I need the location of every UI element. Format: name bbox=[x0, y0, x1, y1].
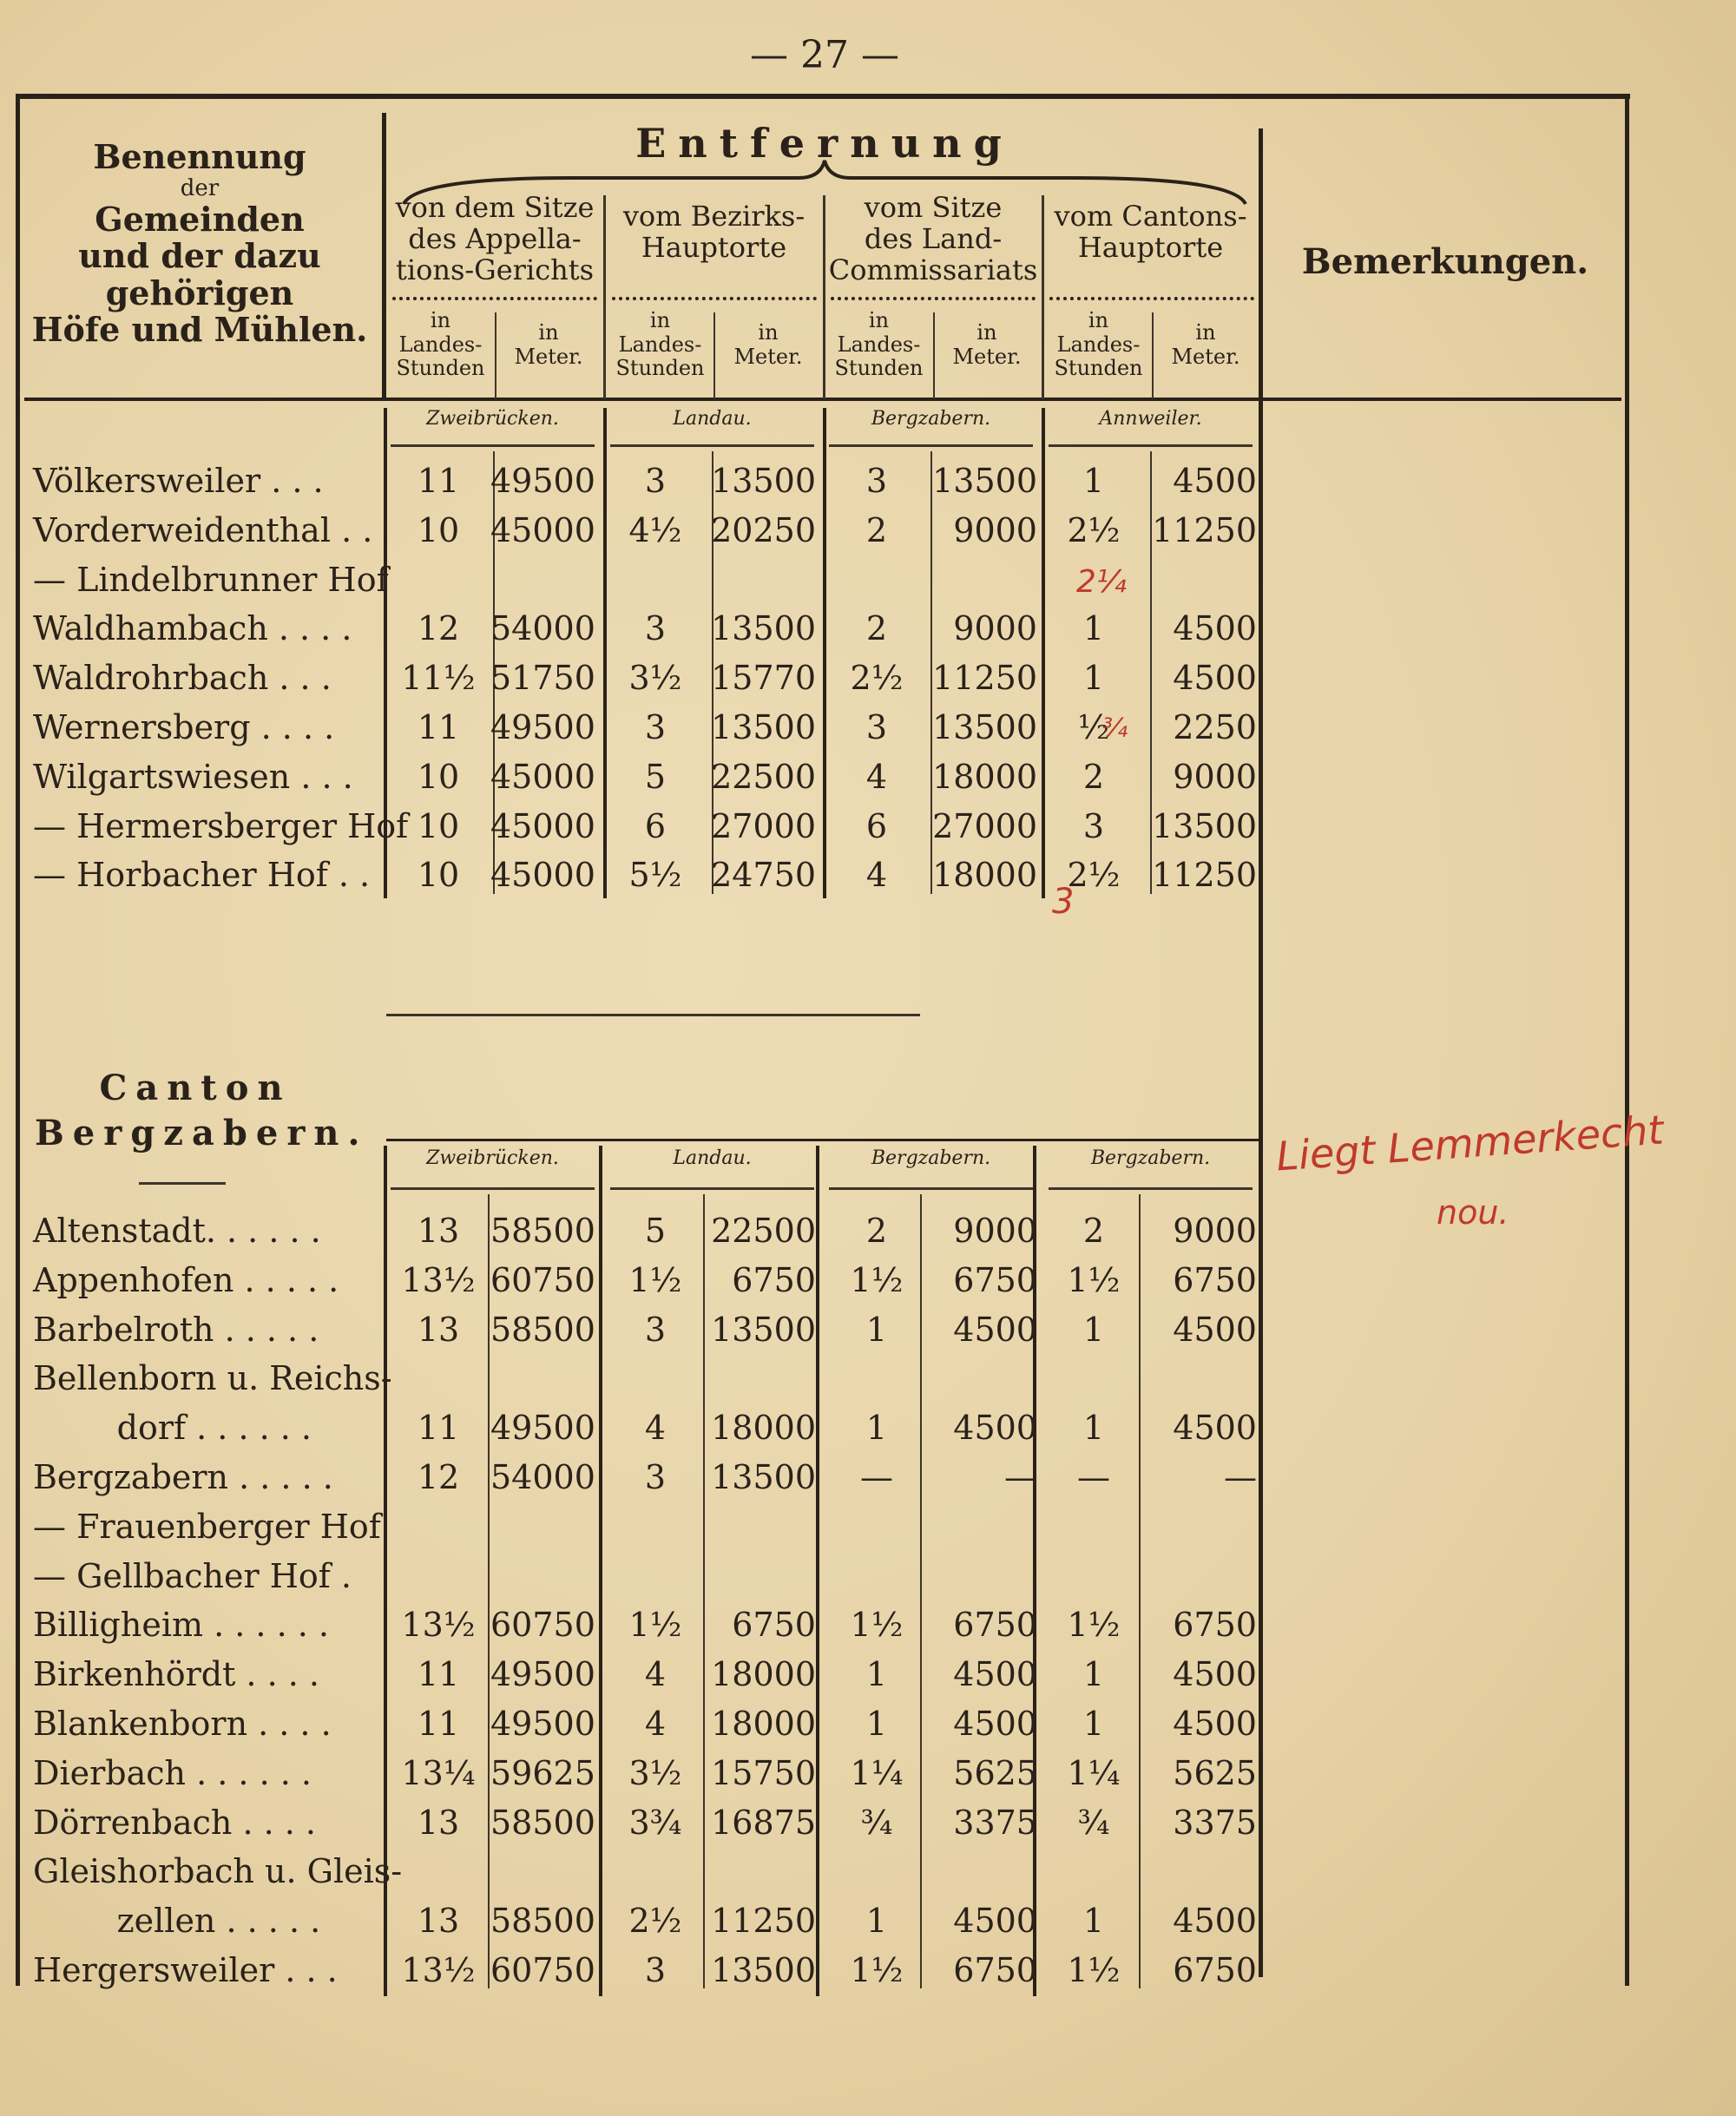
distance-cell: 49500 bbox=[490, 1705, 595, 1743]
sub-meter-3: in Meter. bbox=[952, 320, 1022, 369]
distance-cell: 58500 bbox=[490, 1902, 595, 1941]
distance-cell: 1 bbox=[865, 1409, 888, 1448]
table-row bbox=[0, 1403, 1267, 1452]
distance-cell: 24750 bbox=[711, 856, 816, 895]
distance-cell: 58500 bbox=[490, 1803, 595, 1842]
ref-rule-1 bbox=[391, 444, 595, 447]
distance-cell: 11 bbox=[417, 708, 460, 746]
distance-cell: 13 bbox=[417, 1212, 460, 1250]
distance-cell: 49500 bbox=[490, 1409, 595, 1448]
distance-cell: 13500 bbox=[711, 609, 816, 648]
distance-cell: 6750 bbox=[732, 1260, 816, 1299]
distance-cell: 5625 bbox=[1173, 1753, 1257, 1792]
canton-heading: Canton Bergzabern. bbox=[35, 1068, 369, 1153]
name-column-header: Benennung der Gemeinden und der dazu gehörigen Höfe und Mühlen. bbox=[31, 137, 368, 350]
wavy-rule-4 bbox=[1049, 297, 1254, 306]
place-name: Birkenhördt . . . . bbox=[33, 1655, 319, 1694]
bemerkungen-header: Bemerkungen. bbox=[1301, 241, 1589, 282]
distance-cell: 4½ bbox=[628, 510, 682, 549]
distance-cell: 11250 bbox=[1152, 510, 1257, 549]
distance-cell: 49500 bbox=[490, 708, 595, 746]
table-row bbox=[0, 457, 1267, 505]
distance-cell: 13500 bbox=[932, 708, 1037, 746]
distance-cell: 60750 bbox=[490, 1260, 595, 1299]
distance-cell: 3 bbox=[644, 462, 667, 500]
distance-cell: 4 bbox=[644, 1409, 667, 1448]
table-row bbox=[0, 1453, 1267, 1502]
distance-cell: 4 bbox=[865, 757, 888, 796]
handwritten-note-2: nou. bbox=[1437, 1193, 1509, 1232]
ref-2: Landau. bbox=[673, 408, 752, 430]
place-name: Waldrohrbach . . . bbox=[33, 659, 332, 698]
distance-cell: 12 bbox=[417, 1458, 460, 1496]
distance-cell: — bbox=[1224, 1458, 1257, 1496]
place-name: — Frauenberger Hof bbox=[33, 1507, 381, 1546]
col-cantonshauptort: vom Cantons- Hauptorte bbox=[1054, 200, 1247, 264]
place-name: Blankenborn . . . . bbox=[33, 1705, 332, 1743]
distance-cell: 6750 bbox=[953, 1951, 1037, 1989]
distance-cell: 10 bbox=[417, 806, 460, 845]
distance-cell: 22500 bbox=[711, 757, 816, 796]
distance-cell: 9000 bbox=[953, 1212, 1037, 1250]
place-name: — Horbacher Hof . . bbox=[33, 856, 371, 895]
distance-cell: 5 bbox=[644, 1212, 667, 1250]
distance-cell: 45000 bbox=[490, 806, 595, 845]
table-row bbox=[0, 1305, 1267, 1354]
distance-cell: 1 bbox=[1082, 1310, 1105, 1349]
ref-3: Bergzabern. bbox=[871, 408, 991, 430]
sub-meter-2: in Meter. bbox=[733, 320, 803, 369]
distance-cell: 22500 bbox=[711, 1212, 816, 1250]
distance-cell: 1¼ bbox=[850, 1753, 904, 1792]
ref-4: Annweiler. bbox=[1099, 408, 1202, 430]
distance-cell: 4 bbox=[644, 1705, 667, 1743]
ref-rule-3 bbox=[829, 444, 1033, 447]
distance-cell: 2250 bbox=[1173, 708, 1257, 746]
distance-cell: 4500 bbox=[953, 1655, 1037, 1694]
table-row bbox=[0, 1256, 1267, 1304]
ref-rule-4 bbox=[1049, 444, 1253, 447]
table-row bbox=[0, 1552, 1267, 1600]
distance-cell: 11 bbox=[417, 1655, 460, 1694]
distance-cell: 4500 bbox=[1173, 1705, 1257, 1743]
distance-cell: 2½ bbox=[1067, 510, 1121, 549]
sub-rule-4 bbox=[1152, 312, 1154, 399]
place-name: Dierbach . . . . . . bbox=[33, 1753, 312, 1792]
distance-cell: 11250 bbox=[711, 1902, 816, 1941]
table-row bbox=[0, 654, 1267, 702]
distance-cell: 4500 bbox=[953, 1409, 1037, 1448]
distance-cell: 2 bbox=[865, 1212, 888, 1250]
wavy-rule-1 bbox=[392, 297, 597, 306]
distance-cell: 6 bbox=[865, 806, 888, 845]
distance-cell: 45000 bbox=[490, 856, 595, 895]
entfernung-header: Entfernung bbox=[635, 120, 1014, 167]
ref2-rule-1 bbox=[391, 1187, 595, 1190]
distance-cell: 1 bbox=[1082, 659, 1105, 698]
wavy-rule-3 bbox=[831, 297, 1036, 306]
distance-cell: 4500 bbox=[1173, 1655, 1257, 1694]
place-name: dorf . . . . . . bbox=[33, 1409, 312, 1448]
distance-cell: — bbox=[1004, 1458, 1037, 1496]
distance-cell: 3 bbox=[644, 609, 667, 648]
place-name: Barbelroth . . . . . bbox=[33, 1310, 319, 1349]
place-name: Völkersweiler . . . bbox=[33, 462, 324, 500]
table-row bbox=[0, 1749, 1267, 1797]
place-name: Wilgartswiesen . . . bbox=[33, 757, 353, 796]
table-top-rule bbox=[16, 94, 1630, 99]
distance-cell: 58500 bbox=[490, 1310, 595, 1349]
handwritten-note: Liegt Lemmerkecht bbox=[1274, 1106, 1666, 1180]
place-name: — Hermersberger Hof bbox=[33, 806, 409, 845]
distance-cell: 13500 bbox=[711, 1951, 816, 1989]
distance-cell: ½ bbox=[1077, 708, 1110, 746]
ref-rule-2 bbox=[610, 444, 814, 447]
distance-cell: 6 bbox=[644, 806, 667, 845]
sub-rule-1 bbox=[495, 312, 496, 399]
place-name: zellen . . . . . bbox=[33, 1902, 321, 1941]
distance-cell: ¾ bbox=[860, 1803, 893, 1842]
distance-cell: 1 bbox=[1082, 1655, 1105, 1694]
place-name: Bellenborn u. Reichs- bbox=[33, 1359, 392, 1398]
ref2-rule-3 bbox=[829, 1187, 1033, 1190]
ref2-4: Bergzabern. bbox=[1090, 1147, 1211, 1169]
distance-cell: 4 bbox=[865, 856, 888, 895]
distance-cell: 1¼ bbox=[1067, 1753, 1121, 1792]
distance-cell: 45000 bbox=[490, 757, 595, 796]
distance-cell: 15770 bbox=[711, 659, 816, 698]
distance-cell: 4500 bbox=[953, 1705, 1037, 1743]
distance-cell: 1 bbox=[1082, 1902, 1105, 1941]
table-row bbox=[0, 1206, 1267, 1255]
distance-cell: 4500 bbox=[1173, 1409, 1257, 1448]
ref2-rule-4 bbox=[1049, 1187, 1253, 1190]
distance-cell: 11½ bbox=[401, 659, 476, 698]
table-row bbox=[0, 1600, 1267, 1649]
col-landcommissariat: vom Sitze des Land- Commissariats bbox=[828, 191, 1038, 286]
place-name: — Gellbacher Hof . bbox=[33, 1556, 352, 1595]
distance-cell: 4500 bbox=[1173, 1902, 1257, 1941]
ref-1: Zweibrücken. bbox=[426, 408, 559, 430]
distance-cell: 49500 bbox=[490, 1655, 595, 1694]
distance-cell: 4500 bbox=[1173, 1310, 1257, 1349]
distance-cell: 3 bbox=[644, 708, 667, 746]
distance-cell: 6750 bbox=[953, 1606, 1037, 1645]
place-name: — Lindelbrunner Hof bbox=[33, 560, 389, 599]
sub-stunden-4: in Landes- Stunden bbox=[1054, 308, 1143, 381]
distance-cell: 6750 bbox=[1173, 1260, 1257, 1299]
canton-rule bbox=[139, 1182, 226, 1185]
place-name: Wernersberg . . . . bbox=[33, 708, 335, 746]
place-name: Altenstadt. . . . . . bbox=[33, 1212, 321, 1250]
place-name: Bergzabern . . . . . bbox=[33, 1458, 333, 1496]
table-row bbox=[0, 752, 1267, 801]
distance-cell: 3½ bbox=[628, 659, 682, 698]
distance-cell: — bbox=[1077, 1458, 1110, 1496]
distance-cell: 3 bbox=[865, 462, 888, 500]
distance-cell: 11250 bbox=[1152, 856, 1257, 895]
distance-cell: 1½ bbox=[628, 1260, 682, 1299]
distance-cell: 3 bbox=[865, 708, 888, 746]
col-appellationsgericht: von dem Sitze des Appella- tions-Gerichts bbox=[395, 191, 595, 286]
distance-cell: 13 bbox=[417, 1310, 460, 1349]
distance-cell: 2½ bbox=[1067, 856, 1121, 895]
distance-cell: 11 bbox=[417, 1705, 460, 1743]
place-name: Appenhofen . . . . . bbox=[33, 1260, 339, 1299]
distance-cell: 16875 bbox=[711, 1803, 816, 1842]
distance-cell: 5½ bbox=[628, 856, 682, 895]
table-right-rule bbox=[1625, 94, 1629, 1986]
distance-cell: 3¾ bbox=[628, 1803, 682, 1842]
distance-cell: 3 bbox=[644, 1310, 667, 1349]
distance-cell: 13½ bbox=[401, 1951, 476, 1989]
distance-cell: 13500 bbox=[711, 1310, 816, 1349]
distance-cell: 13500 bbox=[711, 1458, 816, 1496]
section-divider bbox=[386, 1014, 920, 1016]
distance-cell: 2 bbox=[865, 609, 888, 648]
sub-stunden-2: in Landes- Stunden bbox=[615, 308, 705, 381]
sub-rule-2 bbox=[713, 312, 715, 399]
distance-cell: 13¼ bbox=[401, 1753, 476, 1792]
ref2-2: Landau. bbox=[673, 1147, 752, 1169]
sub-rule-3 bbox=[933, 312, 935, 399]
handwritten-fraction-a: 2¼ bbox=[1076, 564, 1127, 600]
distance-cell: 60750 bbox=[490, 1606, 595, 1645]
distance-cell: 27000 bbox=[932, 806, 1037, 845]
distance-cell: 5625 bbox=[953, 1753, 1037, 1792]
sub-stunden-1: in Landes- Stunden bbox=[396, 308, 485, 381]
distance-cell: 54000 bbox=[490, 609, 595, 648]
distance-cell: 13 bbox=[417, 1902, 460, 1941]
distance-cell: 11250 bbox=[932, 659, 1037, 698]
place-name: Hergersweiler . . . bbox=[33, 1951, 338, 1989]
distance-cell: 2½ bbox=[850, 659, 904, 698]
distance-cell: 13500 bbox=[932, 462, 1037, 500]
distance-cell: 11 bbox=[417, 462, 460, 500]
table-row bbox=[0, 1650, 1267, 1699]
distance-cell: 1 bbox=[1082, 462, 1105, 500]
place-name: Vorderweidenthal . . bbox=[33, 510, 373, 549]
distance-cell: 4500 bbox=[1173, 609, 1257, 648]
distance-cell: 4500 bbox=[1173, 462, 1257, 500]
ref2-1: Zweibrücken. bbox=[426, 1147, 559, 1169]
table-row bbox=[0, 1354, 1267, 1403]
distance-cell: 2 bbox=[1082, 757, 1105, 796]
table-row bbox=[0, 1847, 1267, 1896]
distance-cell: 11 bbox=[417, 1409, 460, 1448]
table-row bbox=[0, 703, 1267, 752]
wavy-rule-2 bbox=[612, 297, 817, 306]
place-name: Gleishorbach u. Gleis- bbox=[33, 1852, 403, 1891]
distance-cell: 2 bbox=[865, 510, 888, 549]
distance-cell: 1 bbox=[1082, 609, 1105, 648]
distance-cell: 20250 bbox=[711, 510, 816, 549]
table-row bbox=[0, 1946, 1267, 1994]
section-2-top-rule bbox=[386, 1139, 1259, 1141]
distance-cell: 58500 bbox=[490, 1212, 595, 1250]
distance-cell: 10 bbox=[417, 856, 460, 895]
distance-cell: 18000 bbox=[932, 856, 1037, 895]
distance-cell: 5 bbox=[644, 757, 667, 796]
distance-cell: 1 bbox=[865, 1902, 888, 1941]
place-name: Billigheim . . . . . . bbox=[33, 1606, 329, 1645]
distance-cell: 18000 bbox=[711, 1705, 816, 1743]
distance-cell: 2½ bbox=[628, 1902, 682, 1941]
distance-cell: 59625 bbox=[490, 1753, 595, 1792]
distance-cell: 12 bbox=[417, 609, 460, 648]
distance-cell: 1 bbox=[1082, 1705, 1105, 1743]
distance-cell: 3½ bbox=[628, 1753, 682, 1792]
distance-cell: 2 bbox=[1082, 1212, 1105, 1250]
distance-cell: 4 bbox=[644, 1655, 667, 1694]
col-bezirkshauptort: vom Bezirks- Hauptorte bbox=[622, 200, 806, 264]
distance-cell: 3 bbox=[644, 1458, 667, 1496]
distance-cell: 1 bbox=[865, 1705, 888, 1743]
table-row bbox=[0, 1699, 1267, 1748]
sub-meter-1: in Meter. bbox=[514, 320, 583, 369]
distance-cell: 51750 bbox=[490, 659, 595, 698]
distance-cell: 45000 bbox=[490, 510, 595, 549]
distance-cell: 3 bbox=[644, 1951, 667, 1989]
distance-cell: 15750 bbox=[711, 1753, 816, 1792]
distance-cell: — bbox=[860, 1458, 893, 1496]
ref2-3: Bergzabern. bbox=[871, 1147, 991, 1169]
distance-cell: 1½ bbox=[628, 1606, 682, 1645]
place-name: Waldhambach . . . . bbox=[33, 609, 352, 648]
table-row bbox=[0, 506, 1267, 555]
handwritten-fraction-c: 3 bbox=[1052, 882, 1075, 922]
distance-cell: 3 bbox=[1082, 806, 1105, 845]
distance-cell: 13½ bbox=[401, 1606, 476, 1645]
distance-cell: 6750 bbox=[732, 1606, 816, 1645]
distance-cell: 6750 bbox=[953, 1260, 1037, 1299]
distance-cell: 18000 bbox=[932, 757, 1037, 796]
distance-cell: 4500 bbox=[1173, 659, 1257, 698]
distance-cell: 6750 bbox=[1173, 1606, 1257, 1645]
distance-cell: 54000 bbox=[490, 1458, 595, 1496]
distance-cell: 13500 bbox=[711, 708, 816, 746]
distance-cell: 9000 bbox=[953, 510, 1037, 549]
distance-cell: 1½ bbox=[1067, 1260, 1121, 1299]
table-row bbox=[0, 1502, 1267, 1551]
distance-cell: 4500 bbox=[953, 1902, 1037, 1941]
ref2-rule-2 bbox=[610, 1187, 814, 1190]
distance-cell: 9000 bbox=[953, 609, 1037, 648]
table-row bbox=[0, 604, 1267, 653]
distance-cell: 1½ bbox=[850, 1260, 904, 1299]
distance-cell: 60750 bbox=[490, 1951, 595, 1989]
distance-cell: 1½ bbox=[850, 1606, 904, 1645]
distance-cell: 1½ bbox=[1067, 1606, 1121, 1645]
page-number: — 27 — bbox=[750, 33, 899, 77]
distance-cell: 9000 bbox=[1173, 757, 1257, 796]
distance-cell: 13½ bbox=[401, 1260, 476, 1299]
table-row bbox=[0, 1896, 1267, 1945]
place-name: Dörrenbach . . . . bbox=[33, 1803, 317, 1842]
distance-cell: 49500 bbox=[490, 462, 595, 500]
distance-cell: 18000 bbox=[711, 1655, 816, 1694]
distance-cell: 1 bbox=[1082, 1409, 1105, 1448]
distance-cell: 4500 bbox=[953, 1310, 1037, 1349]
table-row bbox=[0, 802, 1267, 851]
distance-cell: 10 bbox=[417, 757, 460, 796]
sub-stunden-3: in Landes- Stunden bbox=[834, 308, 924, 381]
distance-cell: 1½ bbox=[1067, 1951, 1121, 1989]
distance-cell: 10 bbox=[417, 510, 460, 549]
distance-cell: 27000 bbox=[711, 806, 816, 845]
distance-cell: 1½ bbox=[850, 1951, 904, 1989]
distance-cell: ¾ bbox=[1077, 1803, 1110, 1842]
distance-cell: 9000 bbox=[1173, 1212, 1257, 1250]
distance-cell: 18000 bbox=[711, 1409, 816, 1448]
table-row bbox=[0, 851, 1267, 899]
distance-cell: 3375 bbox=[1173, 1803, 1257, 1842]
sub-meter-4: in Meter. bbox=[1171, 320, 1240, 369]
distance-cell: 13 bbox=[417, 1803, 460, 1842]
distance-cell: 1 bbox=[865, 1310, 888, 1349]
distance-cell: 13500 bbox=[1152, 806, 1257, 845]
distance-cell: 6750 bbox=[1173, 1951, 1257, 1989]
table-row bbox=[0, 1798, 1267, 1847]
handwritten-fraction-b: ¾ bbox=[1102, 713, 1128, 744]
distance-cell: 3375 bbox=[953, 1803, 1037, 1842]
distance-cell: 1 bbox=[865, 1655, 888, 1694]
distance-cell: 13500 bbox=[711, 462, 816, 500]
